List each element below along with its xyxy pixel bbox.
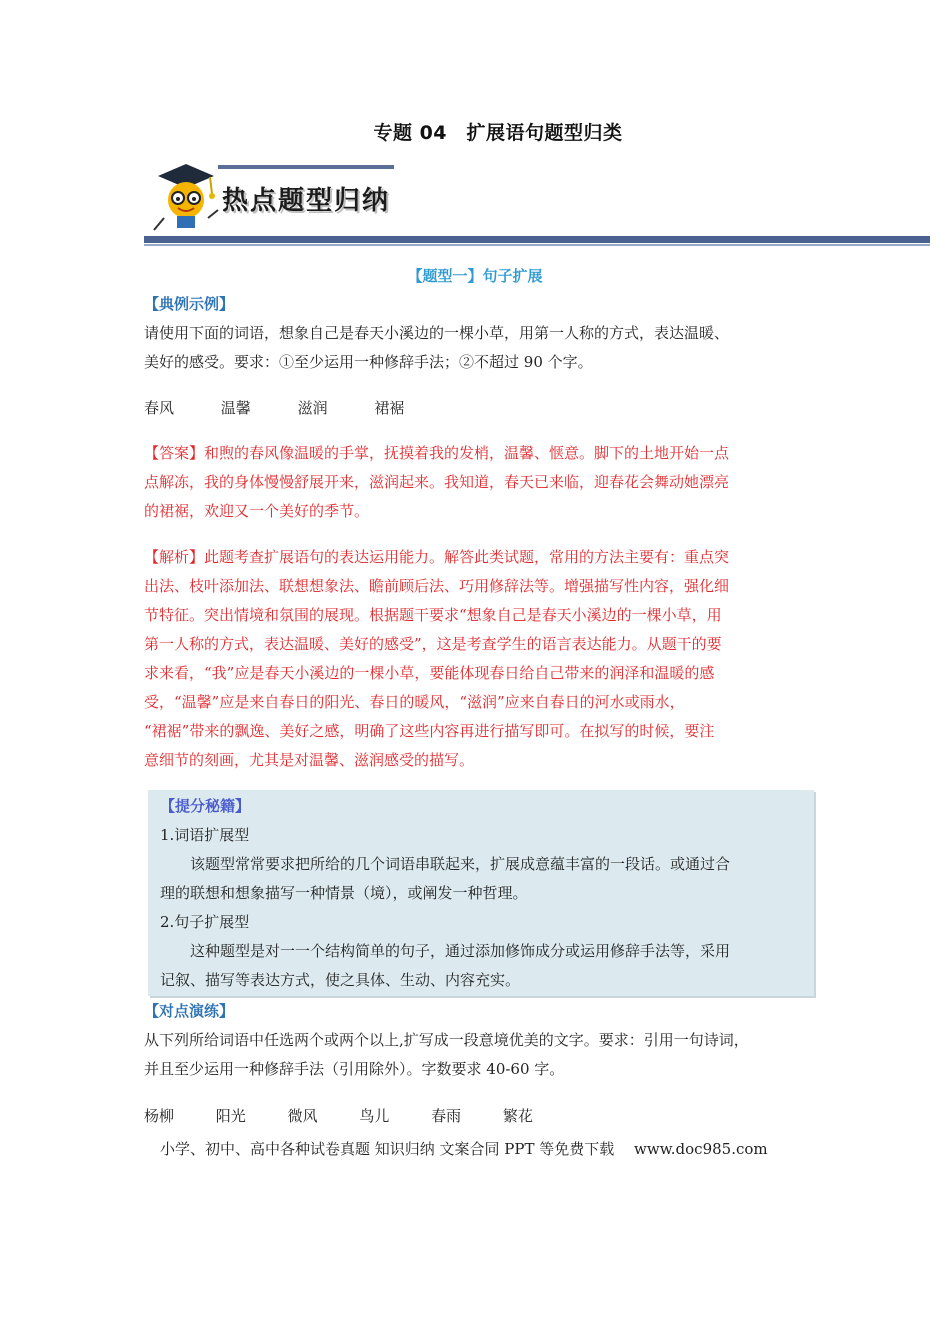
section-banner [150,160,930,252]
footer-note: 小学、初中、高中各种试卷真题 知识归纳 文案合同 PPT 等免费下载 www.doc985.com [160,1140,768,1158]
scholar-mascot-icon [150,160,220,234]
tips-item2-title: 2.句子扩展型 [160,913,250,931]
practice-word: 春雨 [431,1107,462,1125]
analysis-label: 【解析】 [144,548,205,566]
analysis-line-8: 意细节的刻画，尤其是对温馨、滋润感受的描写。 [144,751,475,769]
practice-word: 微风 [287,1107,318,1125]
practice-word-list [144,1102,804,1131]
example-word-list [144,394,804,423]
tips-box [148,790,814,996]
practice-line-2: 并且至少运用一种修辞手法（引用除外）。字数要求 40-60 字。 [144,1060,565,1078]
answer-line-2: 点解冻，我的身体慢慢舒展开来，滋润起来。我知道，春天已来临，迎春花会舞动她漂亮 [144,473,730,491]
analysis-line-6: 受，“温馨”应是来自春日的阳光、春日的暖风，“滋润”应来自春日的河水或雨水， [144,693,685,711]
example-word: 裙裾 [374,399,405,417]
example-label-row [144,290,804,319]
banner-text: 热点题型归纳 [222,186,391,216]
practice-label-row [144,997,804,1026]
tips-label: 【提分秘籍】 [160,797,251,815]
answer-label: 【答案】 [144,444,205,462]
tips-item2-line-2: 记叙、描写等表达方式，使之具体、生动、内容充实。 [160,971,521,989]
example-word: 滋润 [297,399,328,417]
tips-item1-line-2: 理的联想和想象描写一种情景（境），或阐发一种哲理。 [160,884,528,902]
practice-word: 繁花 [502,1107,533,1125]
banner-accent-line [218,165,394,169]
example-word: 春风 [144,399,175,417]
tips-item1-title: 1.词语扩展型 [160,826,250,844]
banner-rule-thin [144,244,930,246]
tips-label-row [160,792,804,821]
example-line-2: 美好的感受。要求：①至少运用一种修辞手法；②不超过 90 个字。 [144,353,593,371]
tips-item1-line-1: 该题型常常要求把所给的几个词语串联起来，扩展成意蕴丰富的一段话。或通过合 [190,855,731,873]
practice-line-1: 从下列所给词语中任选两个或两个以上,扩写成一段意境优美的文字。要求：引用一句诗词， [144,1031,749,1049]
analysis-line-1 [144,543,804,572]
section-heading: 【题型一】句子扩展 [407,267,543,285]
analysis-line-5: 求来看，“我”应是春天小溪边的一棵小草，要能体现春日给自己带来的润泽和温暖的感 [144,664,715,682]
practice-word: 杨柳 [144,1107,175,1125]
answer-text: 和煦的春风像温暖的手掌，抚摸着我的发梢，温馨、惬意。脚下的土地开始一点 [204,444,730,462]
example-label: 【典例示例】 [144,295,235,313]
analysis-line-7: “裙裾”带来的飘逸、美好之感，明确了这些内容再进行描写即可。在拟写的时候，要注 [144,722,715,740]
example-word: 温馨 [220,399,251,417]
answer-line-1 [144,439,804,468]
analysis-line-3: 节特征。突出情境和氛围的展现。根据题干要求“想象自己是春天小溪边的一棵小草，用 [144,606,722,624]
page-title: 专题 04 扩展语句题型归类 [373,122,623,144]
banner-rule [144,236,930,243]
practice-word: 阳光 [215,1107,246,1125]
example-line-1: 请使用下面的词语，想象自己是春天小溪边的一棵小草，用第一人称的方式，表达温暖、 [144,324,730,342]
analysis-text: 此题考查扩展语句的表达运用能力。解答此类试题，常用的方法主要有：重点突 [204,548,730,566]
analysis-line-4: 第一人称的方式，表达温暖、美好的感受”，这是考查学生的语言表达能力。从题干的要 [144,635,722,653]
tips-item2-line-1: 这种题型是对一一个结构简单的句子，通过添加修饰成分或运用修辞手法等，采用 [190,942,731,960]
analysis-line-2: 出法、枝叶添加法、联想想象法、瞻前顾后法、巧用修辞法等。增强描写性内容，强化细 [144,577,730,595]
practice-word: 鸟儿 [359,1107,390,1125]
practice-label: 【对点演练】 [144,1002,235,1020]
answer-line-3: 的裙裾，欢迎又一个美好的季节。 [144,502,370,520]
